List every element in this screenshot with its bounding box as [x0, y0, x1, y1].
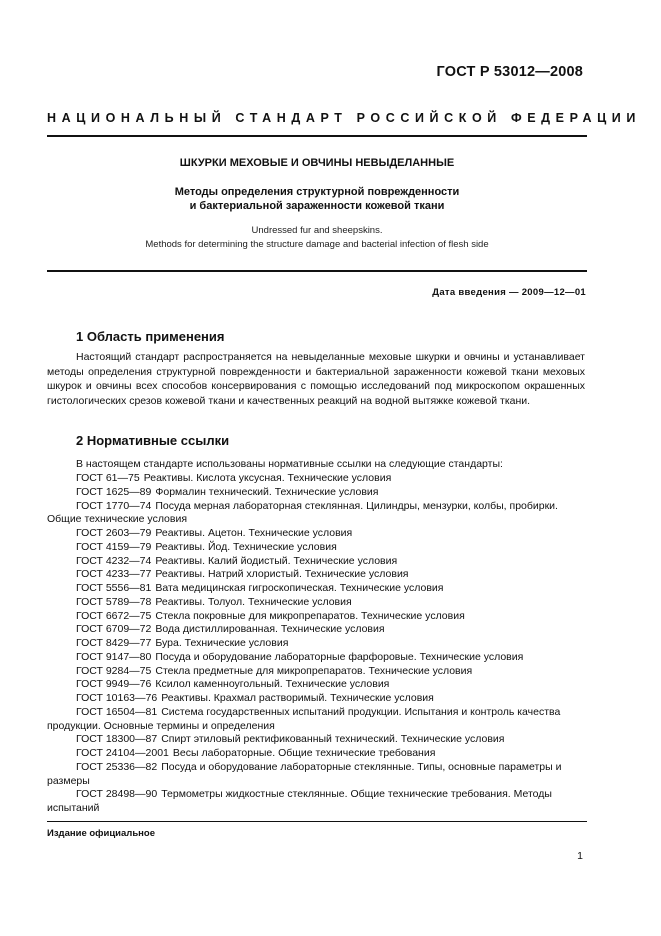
reference-code: ГОСТ 5789—78 — [76, 595, 152, 608]
reference-code: ГОСТ 1625—89 — [76, 485, 152, 498]
reference-code: ГОСТ 4233—77 — [76, 568, 152, 581]
reference-title: Спирт этиловый ректификованный технический. Технические условия — [161, 733, 505, 746]
list-item — [47, 706, 585, 734]
list-item — [47, 637, 585, 651]
reference-code: ГОСТ 4232—74 — [76, 554, 152, 567]
reference-title: Реактивы. Натрий хлористый. Технические условия — [155, 568, 409, 581]
reference-title: Термометры жидкостные стеклянные. Общие технические требования. Методы испытаний — [47, 788, 552, 814]
reference-title: Система государственных испытаний продукции. Испытания и контроль качества продукции. Основные термины и определения — [47, 705, 561, 732]
reference-code: ГОСТ 24104—2001 — [76, 747, 169, 759]
reference-title: Бура. Технические условия — [155, 637, 289, 649]
list-item — [47, 500, 585, 528]
gost-number: ГОСТ Р 53012—2008 — [436, 64, 583, 80]
official-edition-label: Издание официальное — [47, 828, 155, 839]
list-item — [47, 541, 585, 555]
reference-title: Реактивы. Йод. Технические условия — [155, 540, 337, 553]
reference-code: ГОСТ 61—75 — [76, 472, 140, 484]
list-item — [47, 568, 585, 582]
reference-code: ГОСТ 9949—76 — [76, 678, 152, 691]
reference-code: ГОСТ 6709—72 — [76, 623, 152, 636]
list-item — [47, 665, 585, 679]
national-standard-banner: НАЦИОНАЛЬНЫЙ СТАНДАРТ РОССИЙСКОЙ ФЕДЕРАЦИИ — [47, 111, 641, 125]
list-item — [47, 733, 585, 747]
section-2-heading: 2 Нормативные ссылки — [76, 433, 230, 448]
divider-middle — [47, 270, 587, 272]
list-item — [47, 678, 585, 692]
english-title — [47, 224, 587, 252]
reference-code: ГОСТ 9284—75 — [76, 664, 152, 677]
date-of-introduction: Дата введения — 2009—12—01 — [432, 287, 586, 298]
list-item — [47, 472, 585, 486]
reference-title: Формалин технический. Технические условия — [155, 485, 379, 498]
list-item — [47, 788, 585, 816]
document-title: ШКУРКИ МЕХОВЫЕ И ОВЧИНЫ НЕВЫДЕЛАННЫЕ — [179, 157, 455, 169]
list-item — [47, 527, 585, 541]
reference-title: Реактивы. Толуол. Технические условия — [155, 595, 352, 608]
reference-code: ГОСТ 8429—77 — [76, 637, 152, 649]
reference-title: Стекла предметные для микропрепаратов. Технические условия — [155, 664, 473, 677]
divider-footer — [47, 821, 587, 822]
reference-code: ГОСТ 18300—87 — [76, 733, 158, 746]
reference-code: ГОСТ 5556—81 — [76, 582, 152, 594]
reference-title: Посуда мерная лабораторная стеклянная. Цилиндры, мензурки, колбы, пробирки. Общие технические условия — [47, 499, 558, 526]
reference-code: ГОСТ 4159—79 — [76, 540, 152, 553]
section-1-heading: 1 Область применения — [76, 329, 225, 344]
reference-code: ГОСТ 16504—81 — [76, 705, 158, 718]
reference-code: ГОСТ 9147—80 — [76, 650, 152, 663]
list-item — [47, 692, 585, 706]
reference-code: ГОСТ 1770—74 — [76, 499, 152, 512]
reference-code: ГОСТ 2603—79 — [76, 527, 152, 539]
reference-title: Весы лабораторные. Общие технические требования — [172, 747, 436, 759]
reference-title: Реактивы. Кислота уксусная. Технические условия — [143, 472, 392, 484]
list-item — [47, 555, 585, 569]
reference-title: Реактивы. Крахмал растворимый. Технические условия — [161, 692, 434, 704]
reference-title: Реактивы. Ацетон. Технические условия — [155, 527, 353, 539]
reference-title: Посуда и оборудование лабораторные стеклянные. Типы, основные параметры и размеры — [47, 760, 562, 787]
list-item — [47, 761, 585, 789]
document-subtitle-line-2: и бактериальной зараженности кожевой ткани — [189, 200, 445, 212]
reference-title: Вода дистиллированная. Технические условия — [155, 623, 385, 636]
page-number: 1 — [577, 850, 583, 862]
reference-title: Стекла покровные для микропрепаратов. Технические условия — [155, 609, 465, 622]
list-item — [47, 596, 585, 610]
reference-title: Посуда и оборудование лабораторные фарфоровые. Технические условия — [155, 650, 524, 663]
reference-code: ГОСТ 10163—76 — [76, 692, 158, 704]
list-item — [47, 582, 585, 596]
document-subtitle-line-1: Методы определения структурной поврежденности — [174, 186, 460, 198]
normative-references-list — [47, 472, 585, 816]
document-subtitle — [47, 185, 587, 213]
reference-title: Ксилол каменноугольный. Технические условия — [155, 678, 390, 691]
reference-title: Вата медицинская гигроскопическая. Технические условия — [155, 582, 444, 594]
list-item — [47, 651, 585, 665]
reference-code: ГОСТ 28498—90 — [76, 788, 158, 801]
english-title-line-2: Methods for determining the structure damage and bacterial infection of flesh side — [145, 239, 489, 250]
reference-code: ГОСТ 6672—75 — [76, 609, 152, 622]
list-item — [47, 623, 585, 637]
reference-code: ГОСТ 25336—82 — [76, 760, 158, 773]
section-2-intro: В настоящем стандарте использованы нормативные ссылки на следующие стандарты: — [76, 458, 503, 470]
list-item — [47, 486, 585, 500]
list-item — [47, 610, 585, 624]
english-title-line-1: Undressed fur and sheepskins. — [251, 225, 383, 236]
list-item — [47, 747, 585, 761]
reference-title: Реактивы. Калий йодистый. Технические условия — [155, 554, 398, 567]
divider-top — [47, 135, 587, 137]
section-1-paragraph: Настоящий стандарт распространяется на невыделанные меховые шкурки и овчины и устанавливает методы определения структурной поврежденности и бактериальной зараженности кожевой ткани меховых шкурок и овчины всех способов консервирования с помощью исследований под микроскопом окрашенных гистологических срезов кожевой ткани и качественных реакций на водной вытяжке кожевой ткани. — [47, 351, 585, 407]
